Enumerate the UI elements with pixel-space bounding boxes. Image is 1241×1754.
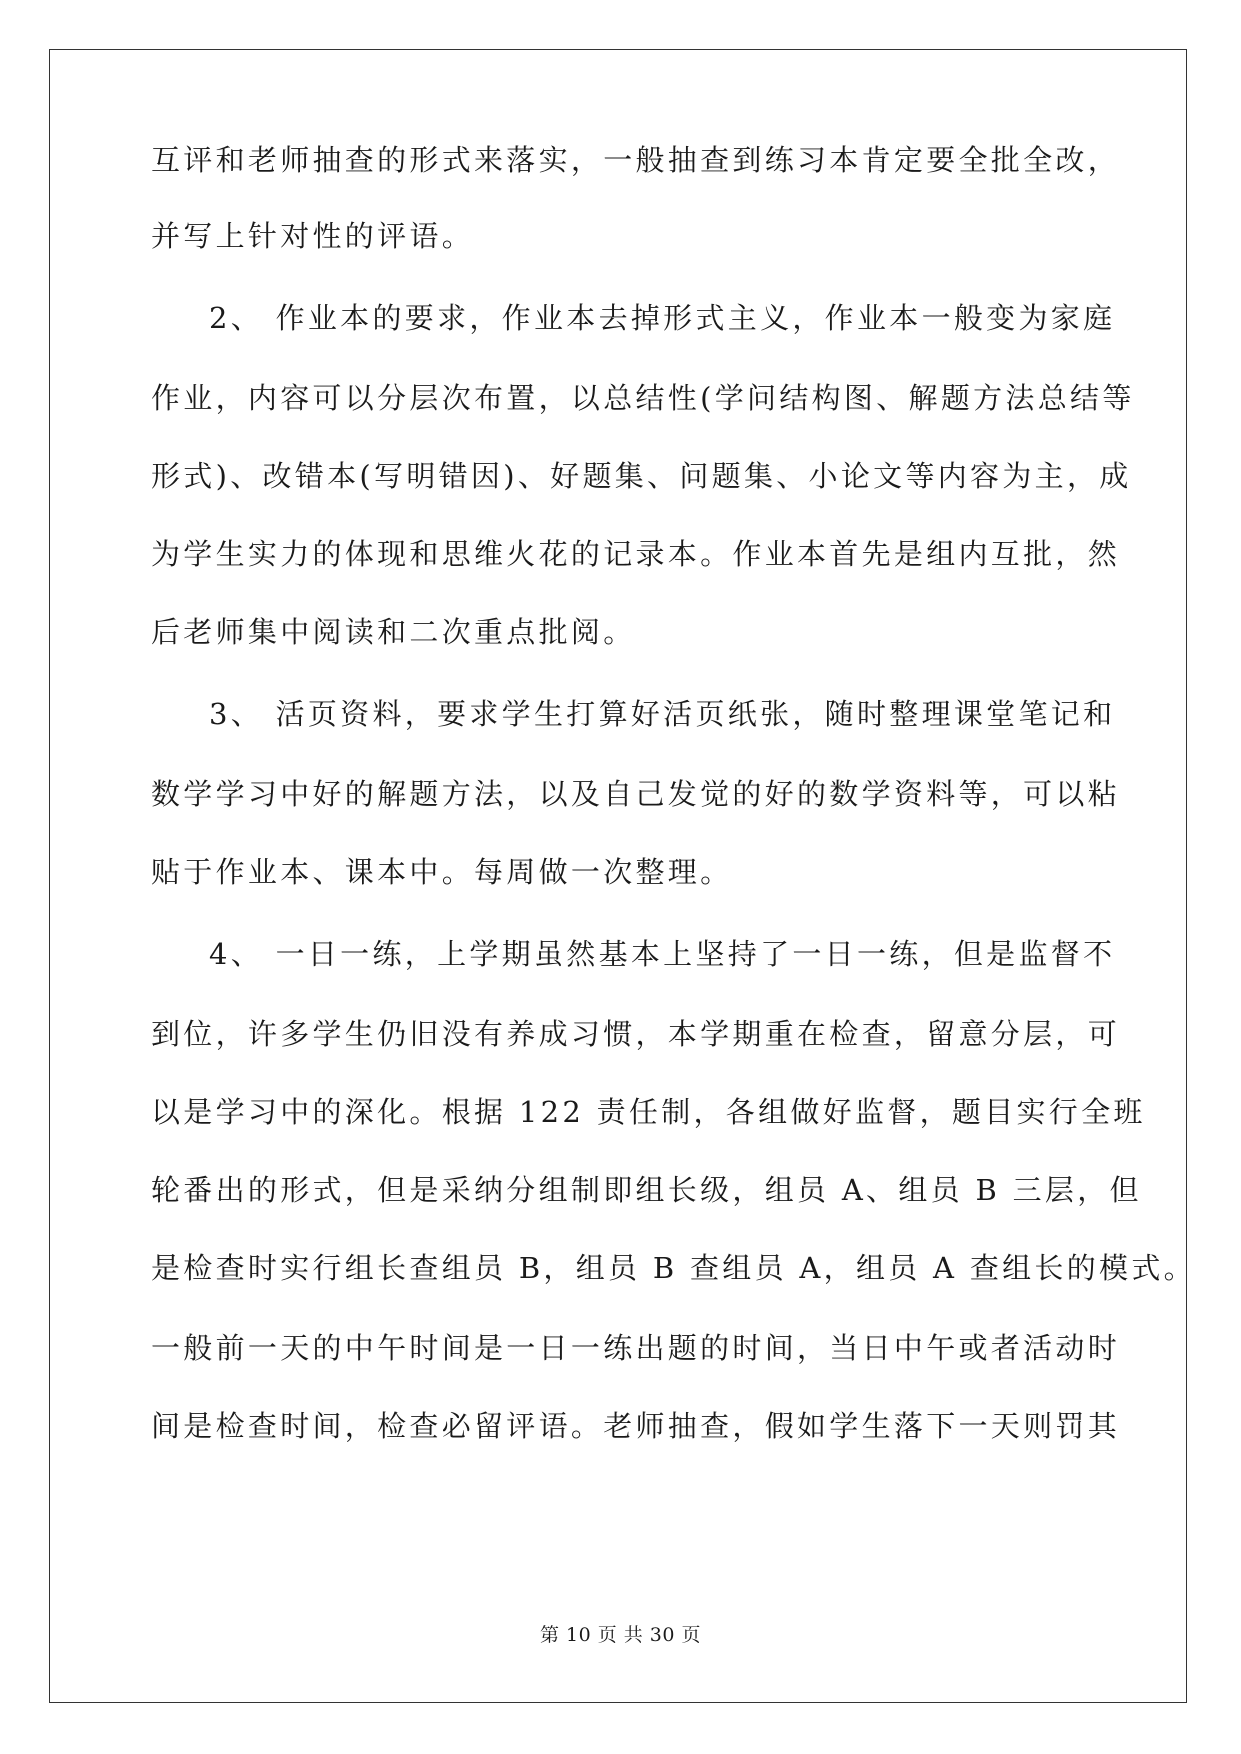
text-line: 并写上针对性的评语。 bbox=[151, 219, 475, 253]
text-line: 间是检查时间，检查必留评语。老师抽查，假如学生落下一天则罚其 bbox=[151, 1409, 1121, 1443]
text-line: 互评和老师抽查的形式来落实，一般抽查到练习本肯定要全批全改， bbox=[151, 143, 1121, 177]
text-line: 贴于作业本、课本中。每周做一次整理。 bbox=[151, 855, 733, 889]
text-line: 是检查时实行组长查组员 B，组员 B 查组员 A，组员 A 查组长的模式。 bbox=[151, 1251, 1196, 1285]
text-line: 数学学习中好的解题方法，以及自己发觉的好的数学资料等，可以粘 bbox=[151, 777, 1121, 811]
text-line: 3、 活页资料，要求学生打算好活页纸张，随时整理课堂笔记和 bbox=[209, 697, 1116, 731]
text-line: 以是学习中的深化。根据 122 责任制，各组做好监督，题目实行全班 bbox=[151, 1095, 1146, 1129]
text-line: 4、 一日一练，上学期虽然基本上坚持了一日一练，但是监督不 bbox=[209, 937, 1116, 971]
text-line: 作业，内容可以分层次布置，以总结性(学问结构图、解题方法总结等 bbox=[151, 381, 1135, 415]
text-line: 2、 作业本的要求，作业本去掉形式主义，作业本一般变为家庭 bbox=[209, 301, 1116, 335]
text-line: 一般前一天的中午时间是一日一练出题的时间，当日中午或者活动时 bbox=[151, 1331, 1121, 1365]
text-line: 形式)、改错本(写明错因)、好题集、问题集、小论文等内容为主，成 bbox=[151, 459, 1132, 493]
text-line: 为学生实力的体现和思维火花的记录本。作业本首先是组内互批，然 bbox=[151, 537, 1121, 571]
text-line: 到位，许多学生仍旧没有养成习惯，本学期重在检查，留意分层，可 bbox=[151, 1017, 1121, 1051]
text-line: 轮番出的形式，但是采纳分组制即组长级，组员 A、组员 B 三层，但 bbox=[151, 1173, 1142, 1207]
page-number: 第 10 页 共 30 页 bbox=[539, 1624, 702, 1646]
text-line: 后老师集中阅读和二次重点批阅。 bbox=[151, 615, 636, 649]
